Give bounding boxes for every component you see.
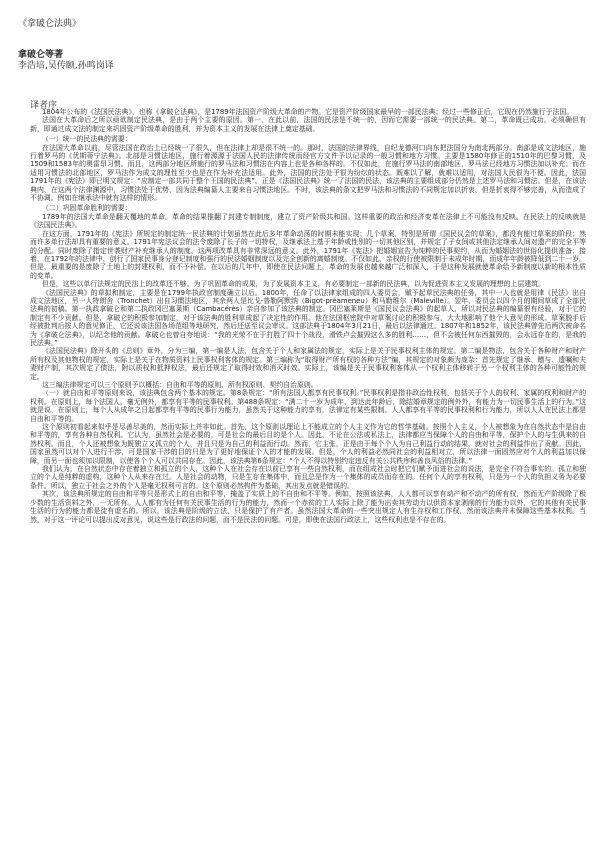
author-byline xyxy=(18,50,114,72)
paragraph: 法国在大革命后之所以亟欲制定民法典，是由于两个主要的原因。第一，在此以前，法国的民法是不统一的，因而它需要一部统一的民法典。第二，革命既已成功，必须确但有新，即通过成文法的制定来巩固资产阶级革命的胜利，并为资本主义的发展在法律上奠定基础。 xyxy=(30,116,586,133)
section-heading: 译者序 xyxy=(30,101,58,111)
paragraph: 1789年的法国大革命是翻天覆地的革命。革命的结果推翻了封建专制制度，建立了资产阶级共和国。这样重要的政治和经济变革在法律上不可能没有反映。在民法上的反映就是《法国民法典》。 xyxy=(30,212,586,230)
paragraph: 1804年公布的《法国民法典》，也称《拿破仑法典》，是1789年法国资产阶级大革命的产物。它是资产阶级国家最早的一部民法典；经过一些修正后，它现在仍然施行于法国。 xyxy=(42,108,574,116)
paragraph: 《法国民法典》除开头的《总则》章外，分为三编，第一编是人法，包含关于个人和家属法的规定，实际上是关于民事权利主体的规定。第二编是物法，包含关于各种财产和财产所有权及其他物权的规定，实际上是关于在物质资料上民事权利客体的规定。第三编称为“取得财产所有权的各种方法”编，其规定的对象颇为庞杂：首先规定了继承、赠与、遗嘱和夫妻财产制，其次规定了债法，附以质权和抵押权法，最后还规定了取得时效和消灭时效。实际上，该编是关于民事权利客体从一个权利主体移转于另一个权利主体的各种可能性的规定。 xyxy=(30,347,586,381)
paragraph: （一）就自由和平等原则来说，该法典包含两个基本的规定。第8条规定：“所有法国人都享有民事权利。”民事权利是指非政治性权利，包括关于个人的权利、家属的权利和财产的权利。在原则上，每个法国人，毫无例外，都享有平等的民事权利。第488条规定：“满二十一岁为成年，到达此年龄后，除结婚章规定的例外外，有能力为一切民事生活上的行为。”这就是说，在原则上，每个人从成年之日起都享有平等的民事行为能力，虽然关于这种能力的享有，法律定有某些限制。人人都享有平等的民事权利和行为能力，所以人人在民法上都是自由和平等的。 xyxy=(30,389,586,423)
subheading: （一）统一的民法典的需要： xyxy=(42,135,132,144)
translator-line: 李浩培,吴传颐,孙鸣岗译 xyxy=(18,61,114,71)
paragraph: 其次，该法典所规定的自由和平等只是形式上的自由和平等，掩盖了实质上的不自由和不平等。例如，按照该法典，人人都可以享有动产和不动产的所有权，然而无产阶级除了极少数的生活资料之外，一无所有。人人都有为任何有关民事生活的行为的能力，然而一个赤贫的工人实际上除了能为出卖其劳动力以供资本家剥削的行为能力以外，它的其他有关民事生活的行为的能力都是徒有虚名的。所以，该法典是阶级的立法，只是保护了有产者。虽然法国大革命的一些突出规定人有生存权和工作权，然而该法典并未保障这些基本权利。当然，对于这一评论可以提出反对意见，说这些是行政法的问题，而不是民法的问题。可是，即使在法国行政法上，这些权利也是不存在的。 xyxy=(30,490,586,524)
subheading: （二）巩固革命胜利的需要： xyxy=(42,204,132,213)
paragraph: 在这方面，1791年的《宪法》所规定的制定统一民法典的计划虽然在此后多年革命动荡的时期未能实现；几个草案，特别是所谓《国民议会的草案》，都没有能过草案的阶段；然而许多单行法却具有重要的意义。1791年宪法议会的法令废除了长子的一切特权，及继承法上基于年龄或性别的一切其他区别，并规定了子女间或其他法定继承人间对遗产的完全平等的分配。同时废除了指定世袭财产补充继承人的制度。这两项改革具有非常深远的意义。此外，1791年《宪法》把婚姻宣告为纯粹的民事契约，从而为婚姻法的世俗化提供准备；接着，在1792年的法律中，创行了国家民事身分登记制度和强行的民法婚姻制度以及完全创新的离婚制度。不仅如此，亲权的行使被限制于未成年时期，而成年年龄被降低到二十一岁。但是，最重要的是废除了土地上的封建权利，而不予补偿。在以后的几年中，即使在民法问题上，革命的发展也越来越广泛和深入，于是这种发展就使革命给予新制度以新的根本性质的变革。 xyxy=(30,229,586,280)
paragraph: 这个原则初看起来似乎是尽善尽美的，然而实际上并非如此。首先，这个原则以理论上不能成立的个人主义作为它的哲学基础。按照个人主义，个人被想象为在自然状态中是自由和平等的，享有各种自然权利。它认为，虽然社会是必要的，可是社会的最后目的是个人。因此，不论在公法或私法上，法律都应当保障个人的自由和平等，保护个人的与生俱来的自然权利。而且，个人还被想象为既独立又孤立的个人，并且只是为自己的利益而行动。然而，它主张，正是由于每个个人为自己利益行动的结果，就对社会的利益作出了贡献。因此，国家虽然可以对个人进行干涉，可是国家干涉的目的只是为了更好地保证个人的才能的发展。但是，个人的利益必然同社会的利益相对立，所以法律一面固然应对个人的利益加以保障，而另一面也须加以限制，以使各个个人可以共同存在。因此，该法典第6条规定：“个人不得以特别约定违反有关公共秩序和善良风俗的法律。” xyxy=(30,423,586,465)
paragraph: 这三编法律规定可以三个原则予以概括：自由和平等的原则、所有权原则、契约自治原则。 xyxy=(42,381,318,389)
paragraph: 在法国大革命以前，尽管法国在政治上已经统一了很久，但在法律上却是很不统一的。那时，法国的法律界线，自纪龙德河口向东把法国分为南北两部分。南部是成文法地区，施行着罗马的《优斯蒂宁法典》。北部是习惯法地区，施行着源源于法国人民的法律传统而经官方文件予以记录的一般习惯和地方习惯。主要是1580年修正的1510年的巴黎习惯，及1509和1583年的奥雷昂习惯。而且，这两部分地区所施行的罗马法和习惯法在内容上也是各种各样的。不仅如此，在施行罗马法的南部地区，罗马法已经地方习惯法加以补充；而在适用习惯法的北部地区，罗马法作为成文的理性至少也是在作为补充法适用。此外，法国的民法处于很为纷纭的状态。既难以了解，就难以适用，对法国人民很为不便。因此，法国1791年的《宪法》即已明文规定：“应制定一部共同于整个王国的民法典”。正是《法国民法典》统一了法国的民法，该法典的主要组成部分仍然是上述罗马法和习惯法。但是，在该法典内，在这两个法律渊源中，习惯法处于优势，因为法典编纂人主要来自习惯法地区。不时，该法典的条文把罗马法和习惯法的不同规定加以折衷，但是折衷得不够完善，从而造成了不协调。例如在继承法中就有这样的情形。 xyxy=(30,143,586,203)
paragraph: 我们认为，在自然状态中存在着独立和孤立的个人，这种个人在社会存在以前已享有一些自然权利，而在组成社会时把它们赋予而进社会的说法，是完全不符合事实的。孤立和独立的个人是纯粹的虚构，这种个人从来存在过。人是社会的动物，只是生存在集体中，而且总是作为一个集体的成员而存在的。任何个人的享有权利，只是为一个人的负担义务为必要条件。所以，独立于社会之外的个人是毫无权利可言的。这个原则必然构件为基础，其出发点就是错误的。 xyxy=(30,465,586,490)
paragraph: 但是，这些以单行法规定的民法上的改革还不够。为了巩固革命的成果，为了发展资本主义，有必要制定一部新的民法典，以为促进资本主义发展的理想的上层建筑。 xyxy=(42,280,546,289)
document-body xyxy=(30,108,586,844)
author-line: 拿破仑等著 xyxy=(18,50,64,60)
paragraph: 《法国民法典》的草拟和制定，主要是在1799年执政官制度确立以后。1800年，任命了以法律家组成的四人委员会，赋予起草民法典的任务，其中一人也就是用律《民法》出自成文法地区，另一人特朗舍（Tronchet）出自习惯法地区，其余两人是比戈-普勒阿默纳（Bigot-préameneu）和马勒维尔（Maleville）。翌年，委员会以四个月的期间草成了全部民法典的初稿。第一执政拿破仑和第二执政冈巴塞莱斯（Cambacérès）亲自参加了该法典的制定。冈巴塞莱斯是《国民议会法典》的起草人，所以对民法典的编纂很有经验，对于它的制定有不少贡献。但是，拿破仑的积极参加制定，对于该法典的胜利草成起了决定性的作用。他在法国枢密院中对草案讨论的积极参与，大大地影响了他个人意见的形成。草案脱手后经被批判后按人的意见修正，它还说该法国各场范组等地研究，然后还送至议会审议。这部法典于1804年3月21日，最后以法律通过。1807年和1852年，该民法典曾先后两次被命名为《拿破仑法典》，以纪念他的贡献。拿破仑也曾自夸地说：“我的光荣不在于打胜了四十个战役，滑铁卢会摧毁这么多的胜利……，但不会被任何东西摧毁的，会永远存在的，是我的民法典。” xyxy=(30,288,586,347)
document-title: 《拿破仑法典》 xyxy=(18,19,82,29)
